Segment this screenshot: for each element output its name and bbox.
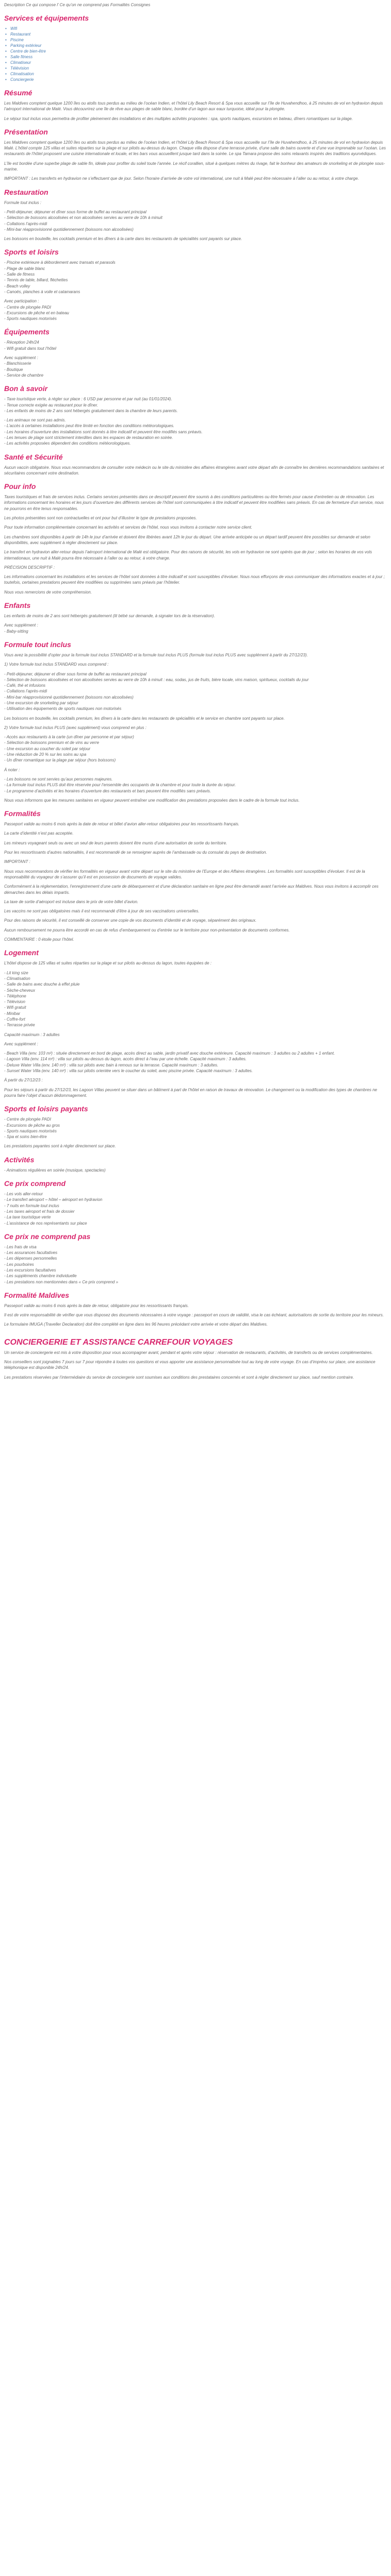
- section-paragraph: IMPORTANT : Les transferts en hydravion ne s’effectuent que de jour. Selon l’horaire d’arrivée de votre vol international, une nuit à Malé peut être nécessaire à l’aller ou au retour, à votre charge.: [4, 176, 359, 181]
- breadcrumb: Description Ce qui compose l’ Ce qu’on ne comprend pas Formalités Consignes: [4, 3, 151, 7]
- conciergerie-paragraph: Les prestations réservées par l’intermédiaire du service de conciergerie sont soumises aux conditions des prestataires concernés et sont à régler directement sur place, sauf mention contraire.: [4, 1375, 354, 1380]
- section-paragraph: - Réception 24h/24 - Wifi gratuit dans tout l’hôtel: [4, 340, 56, 351]
- service-item: • Conciergerie: [4, 77, 387, 82]
- section-paragraph: Aucun vaccin obligatoire. Nous vous recommandons de consulter votre médecin ou le site du ministère des affaires étrangères avant votre départ afin de connaître les dernières recommandations sanitaires et sécuritaires concernant votre destination.: [4, 465, 384, 476]
- section-title: Formalité Maldives: [4, 1291, 70, 1299]
- section-paragraph: - Taxe touristique verte, à régler sur place : 6 USD par personne et par nuit (au 01/01/2024). - Tenue correcte exigée au restaurant pour le dîner. - Les enfants de moins de 2 ans sont hébergés gratuitement dans la chambre de leurs parents.: [4, 397, 178, 413]
- section-paragraph: - Centre de plongée PADI - Excursions de pêche au gros - Sports nautiques motorisés - Spa et soins bien-être: [4, 1117, 60, 1140]
- section-paragraph: Les Maldives comptent quelque 1200 îles ou atolls tous perdus au milieu de l’océan Indien, et l’hôtel Lily Beach Resort & Spa vous accueille sur l’île de Huvahendhoo, à 25 minutes de vol en hydravion depuis l’aéroport international de Malé. Vous découvrirez une île de rêve aux plages de sable blanc, bordée d’un lagon aux eaux turquoise, idéal pour la plongée.: [4, 101, 383, 112]
- section-paragraph: Taxes touristiques et frais de services inclus. Certains services présentés dans ce descriptif peuvent être soumis à des conditions particulières ou être fermés pour cause d’entretien ou de rénovation. Les informations concernant les horaires et les jours d’ouverture des différents services de l’hôtel sont communiquées à titre indicatif et peuvent être modifiées sans préavis. En cas de fermeture d’un service, nous ne pourrons en être tenus responsables.: [4, 495, 384, 511]
- section-paragraph: Formule tout inclus :: [4, 200, 42, 205]
- conciergerie-paragraph: Nos conseillers sont joignables 7 jours sur 7 pour répondre à toutes vos questions et vous apporter une assistance personnalisée tout au long de votre voyage. En cas d’imprévu sur place, une assistance téléphonique est disponible 24h/24.: [4, 1360, 376, 1370]
- section-title: Ce prix comprend: [4, 1179, 66, 1188]
- section-paragraph: 1) Votre formule tout inclus STANDARD vous comprend :: [4, 662, 109, 667]
- section-paragraph: Avec supplément :: [4, 1041, 38, 1046]
- section-paragraph: IMPORTANT :: [4, 859, 30, 865]
- section: [4, 89, 387, 122]
- section-paragraph: Pour des raisons de sécurité, il est conseillé de conserver une copie de vos documents d’identité et de voyage, séparément des originaux.: [4, 918, 257, 923]
- section: [4, 482, 387, 595]
- section-paragraph: - Les boissons ne sont servies qu’aux personnes majeures. - La formule tout inclus PLUS doit être réservée pour l’ensemble des occupants de la chambre et pour toute la durée du séjour. - Le programme d’activités et les horaires d’ouverture des restaurants et bars peuvent être modifiés sans préavis.: [4, 776, 236, 793]
- section-paragraph: L’hôtel dispose de 125 villas et suites réparties sur la plage et sur pilotis au-dessus du lagon, toutes équipées de :: [4, 961, 212, 966]
- section-paragraph: Le transfert en hydravion aller-retour depuis l’aéroport international de Malé est obligatoire. Pour des raisons de sécurité, les vols en hydravion ne sont opérés que de jour ; selon les horaires de vos vols internationaux, une nuit à Malé pourra être nécessaire à l’aller ou au retour, à votre charge.: [4, 550, 372, 561]
- section-paragraph: - Les frais de visa - Les assurances facultatives - Les dépenses personnelles - Les pourboires - Les excursions facultatives - Les suppléments chambre individuelle - Les prestations non mentionnées dans « Ce prix comprend »: [4, 1244, 119, 1284]
- section: [4, 248, 387, 321]
- section-paragraph: Pour les séjours à partir du 27/12/23, les Lagoon Villas peuvent se situer dans un bâtiment à part de l’hôtel en raison de travaux de rénovation. Le changement ou la modification des types de chambres ne pourra faire l’objet d’aucun dédommagement.: [4, 1087, 377, 1098]
- section-title: Sports et loisirs: [4, 248, 59, 257]
- section: [4, 640, 387, 803]
- section-paragraph: 2) Votre formule tout inclus PLUS (avec supplément) vous comprend en plus :: [4, 725, 146, 730]
- section: [4, 384, 387, 446]
- section-title: Pour info: [4, 482, 36, 491]
- section-paragraph: Les Maldives comptent quelque 1200 îles ou atolls tous perdus au milieu de l’océan Indien, et l’hôtel Lily Beach Resort & Spa vous accueille sur l’île de Huvahendhoo, à 25 minutes de vol en hydravion depuis Malé. L’hôtel compte 125 villas et suites réparties sur la plage et sur pilotis au-dessus du lagon. Chaque villa dispose d’une terrasse privée, d’une salle de bains ouverte et d’une vue imprenable sur l’océan. Les restaurants de l’hôtel proposent une cuisine internationale et locale, et les bars vous accueillent jusque tard dans la soirée. Le spa Tamara propose des soins relaxants inspirés des traditions ayurvédiques.: [4, 140, 386, 157]
- section: [4, 188, 387, 242]
- section-paragraph: La carte d’identité n’est pas acceptée.: [4, 831, 74, 836]
- section-paragraph: - Accès aux restaurants à la carte (un dîner par personne et par séjour) - Sélection de boissons premium et de vins au verre - Une excursion au coucher du soleil par séjour - Une réduction de 20 % sur les soins au spa - Un dîner romantique sur la plage par séjour (hors boissons): [4, 735, 134, 763]
- service-item: • Climatiseur: [4, 60, 387, 65]
- section-paragraph: Les prestations payantes sont à régler directement sur place.: [4, 1144, 116, 1149]
- services-title: Services et équipements: [4, 14, 89, 22]
- section-paragraph: Il est de votre responsabilité de vérifier que vous disposez des documents nécessaires à votre voyage : passeport en cours de validité, visa le cas échéant, autorisations de sortie du territoire pour les mineurs.: [4, 1313, 384, 1318]
- section: [4, 1179, 387, 1226]
- section: [4, 1105, 387, 1149]
- section-paragraph: Vous avez la possibilité d’opter pour la formule tout inclus STANDARD et la formule tout inclus PLUS (formule tout inclus PLUS avec supplément à partir du 27/12/23).: [4, 652, 308, 657]
- section-paragraph: Aucun remboursement ne pourra être accordé en cas de refus d’embarquement ou d’entrée sur le territoire pour non-présentation de documents conformes.: [4, 927, 290, 933]
- section-paragraph: - Petit-déjeuner, déjeuner et dîner sous forme de buffet au restaurant principal - Sélection de boissons alcoolisées et non alcoolisées servies au verre de 10h à minuit : eau, sodas, jus de fruits, bière locale, vins maison, spiritueux, cocktails du jour - Café, thé et infusions - Collations l’après-midi - Mini-bar réapprovisionné quotidiennement (boissons non alcoolisées) - Une excursion de snorkeling par séjour - Utilisation des équipements de sports nautiques non motorisés: [4, 671, 309, 711]
- section-paragraph: Les informations concernant les installations et les services de l’hôtel sont données à titre indicatif et sont susceptibles d’évoluer. Nous nous efforçons de vous communiquer des informations exactes et à jour ; toutefois, certaines prestations peuvent être modifiées ou supprimées sans préavis par l’hôtelier.: [4, 574, 385, 585]
- service-item: • Climatisation: [4, 71, 387, 77]
- section-paragraph: Les enfants de moins de 2 ans sont hébergés gratuitement (lit bébé sur demande, à signaler lors de la réservation).: [4, 614, 215, 619]
- section-paragraph: Nous vous informons que les mesures sanitaires en vigueur peuvent entraîner une modification des prestations proposées dans le cadre de la formule tout inclus.: [4, 798, 300, 803]
- section-title: Logement: [4, 948, 39, 957]
- conciergerie-body: [4, 1350, 387, 1380]
- section-paragraph: - Les vols aller-retour - Le transfert aéroport – hôtel – aéroport en hydravion - 7 nuits en formule tout inclus - Les taxes aéroport et frais de dossier - La taxe touristique verte - L’assistance de nos représentants sur place: [4, 1192, 103, 1226]
- sections-container: [4, 89, 387, 1328]
- section: [4, 1156, 387, 1173]
- section-paragraph: - Beach Villa (env. 103 m²) : située directement en bord de plage, accès direct au sable, jardin privatif avec douche extérieure. Capacité maximum : 3 adultes ou 2 adultes + 1 enfant. - Lagoon Villa (env. 114 m²) : villa sur pilotis au-dessus du lagon, accès direct à l’eau par une échelle. Capacité maximum : 3 adultes. - Deluxe Water Villa (env. 140 m²) : villa sur pilotis avec bain à remous sur la terrasse. Capacité maximum : 3 adultes. - Sunset Water Villa (env. 140 m²) : villa sur pilotis orientée vers le coucher du soleil, avec piscine privée. Capacité maximum : 3 adultes.: [4, 1051, 335, 1074]
- section-title: Restauration: [4, 188, 48, 196]
- section-paragraph: - Piscine extérieure à débordement avec transats et parasols - Plage de sable blanc - Salle de fitness - Tennis de table, billard, fléchettes - Beach volley - Canoës, planches à voile et catamarans: [4, 260, 116, 294]
- section-paragraph: Avec participation : - Centre de plongée PADI - Excursions de pêche et en bateau - Sports nautiques motorisés: [4, 299, 69, 321]
- section-title: Ce prix ne comprend pas: [4, 1232, 91, 1241]
- section-paragraph: Nous vous remercions de votre compréhension.: [4, 589, 92, 595]
- conciergerie-paragraph: Un service de conciergerie est mis à votre disposition pour vous accompagner avant, pendant et après votre séjour : réservation de restaurants, d’activités, de transferts ou de services complémentaires.: [4, 1350, 373, 1355]
- section-paragraph: La taxe de sortie d’aéroport est incluse dans le prix de votre billet d’avion.: [4, 899, 139, 904]
- section: [4, 453, 387, 477]
- section-paragraph: Capacité maximum : 3 adultes: [4, 1032, 60, 1037]
- section-paragraph: - Petit-déjeuner, déjeuner et dîner sous forme de buffet au restaurant principal - Sélection de boissons alcoolisées et non alcoolisées servies au verre de 10h à minuit - Collations l’après-midi - Mini-bar réapprovisionné quotidiennement (boissons non alcoolisées): [4, 209, 162, 232]
- service-item: • Restaurant: [4, 31, 387, 37]
- section-paragraph: À noter :: [4, 767, 20, 772]
- section-paragraph: - Lit king size - Climatisation - Salle de bains avec douche à effet pluie - Sèche-cheveux - Téléphone - Télévision - Wifi gratuit - Minibar - Coffre-fort - Terrasse privée: [4, 970, 80, 1028]
- section-paragraph: Conformément à la réglementation, l’enregistrement d’une carte de débarquement et d’une déclaration sanitaire en ligne peut être demandé avant l’arrivée aux Maldives. Nous vous invitons à accomplir ces démarches dans les délais impartis.: [4, 884, 379, 895]
- service-item: • Piscine: [4, 37, 387, 43]
- section-paragraph: À partir du 27/12/23 :: [4, 1078, 43, 1083]
- section-title: Activités: [4, 1155, 35, 1164]
- section-paragraph: Passeport valide au moins 6 mois après la date de retour, obligatoire pour les ressortissants français.: [4, 1303, 189, 1308]
- section-paragraph: Les vaccins ne sont pas obligatoires mais il est recommandé d’être à jour de ses vaccinations universelles.: [4, 909, 200, 914]
- section-paragraph: PRÉCISION DESCRIPTIF :: [4, 565, 55, 570]
- section-paragraph: Les boissons en bouteille, les cocktails premium, les dîners à la carte dans les restaurants de spécialités et le service en chambre sont payants sur place.: [4, 716, 285, 721]
- section: [4, 948, 387, 1098]
- section-paragraph: - Animations régulières en soirée (musique, spectacles): [4, 1167, 106, 1173]
- section-paragraph: - Les animaux ne sont pas admis. - L’accès à certaines installations peut être limité en fonction des conditions météorologiques. - Les horaires d’ouverture des installations sont donnés à titre indicatif et peuvent être modifiés sans préavis. - Les tenues de plage sont strictement interdites dans les espaces de restauration en soirée. - Les activités proposées dépendent des conditions météorologiques.: [4, 418, 203, 446]
- section-paragraph: Passeport valide au moins 6 mois après la date de retour et billet d’avion aller-retour obligatoires pour les ressortissants français.: [4, 822, 240, 827]
- section-paragraph: Pour les ressortissants d’autres nationalités, il est recommandé de se renseigner auprès de l’ambassade ou du consulat du pays de destination.: [4, 850, 267, 855]
- section: [4, 809, 387, 942]
- section-paragraph: Les mineurs voyageant seuls ou avec un seul de leurs parents doivent être munis d’une autorisation de sortie du territoire.: [4, 840, 227, 845]
- section-title: Santé et Sécurité: [4, 452, 63, 461]
- service-item: • Télévision: [4, 65, 387, 71]
- section-title: Formalités: [4, 809, 41, 818]
- section-paragraph: Les chambres sont disponibles à partir de 14h le jour d’arrivée et doivent être libérées avant 12h le jour du départ. Une arrivée anticipée ou un départ tardif peuvent être possibles sur demande et selon disponibilités, avec supplément à régler directement sur place.: [4, 534, 370, 545]
- section: [4, 1232, 387, 1285]
- section-title: Enfants: [4, 601, 31, 610]
- section-paragraph: Les boissons en bouteille, les cocktails premium et les dîners à la carte dans les restaurants de spécialités sont payants sur place.: [4, 236, 242, 242]
- section-title: Résumé: [4, 89, 32, 97]
- service-item: • Wifi: [4, 26, 387, 31]
- section: [4, 128, 387, 182]
- section-paragraph: Le formulaire IMUGA (Traveller Declaration) doit être complété en ligne dans les 96 heures précédant votre arrivée et votre départ des Maldives.: [4, 1322, 268, 1327]
- service-item: • Centre de bien-être: [4, 48, 387, 54]
- service-item: • Salle fitness: [4, 54, 387, 60]
- section-paragraph: Nous vous recommandons de vérifier les formalités en vigueur avant votre départ sur le site du ministère de l’Europe et des Affaires étrangères. Les formalités sont susceptibles d’évoluer. Il est de la responsabilité du voyageur de s’assurer qu’il est en possession de documents de voyage valides.: [4, 869, 365, 879]
- section-title: Présentation: [4, 127, 48, 136]
- section-paragraph: Les photos présentées sont non contractuelles et ont pour but d’illustrer le type de prestations proposées.: [4, 516, 197, 521]
- section-paragraph: Avec supplément : - Baby-sitting: [4, 623, 38, 634]
- section-title: Formule tout inclus: [4, 640, 71, 649]
- section: [4, 1291, 387, 1328]
- section-paragraph: COMMENTAIRE : 0 étoile pour l’hôtel.: [4, 937, 74, 942]
- conciergerie-title: CONCIERGERIE ET ASSISTANCE CARREFOUR VOYAGES: [4, 1337, 233, 1347]
- section-paragraph: Avec supplément : - Blanchisserie - Boutique - Service de chambre: [4, 355, 44, 378]
- section-paragraph: L’île est bordée d’une superbe plage de sable fin, idéale pour profiter du soleil toute l’année. Le récif corallien, situé à quelques mètres du rivage, fait le bonheur des amateurs de snorkeling et de plongée sous-marine.: [4, 161, 385, 172]
- section: [4, 328, 387, 378]
- section: [4, 601, 387, 634]
- section-title: Sports et loisirs payants: [4, 1105, 88, 1113]
- section-title: Bon à savoir: [4, 384, 48, 393]
- service-item: • Parking extérieur: [4, 43, 387, 48]
- section-paragraph: Pour toute information complémentaire concernant les activités et services de l’hôtel, nous vous invitons à contacter notre service client.: [4, 525, 253, 530]
- section-title: Équipements: [4, 328, 50, 336]
- section-paragraph: Le séjour tout inclus vous permettra de profiter pleinement des installations et des multiples activités proposées : spa, sports nautiques, excursions en bateau, dîners romantiques sur la plage.: [4, 116, 353, 121]
- services-list: [4, 26, 387, 82]
